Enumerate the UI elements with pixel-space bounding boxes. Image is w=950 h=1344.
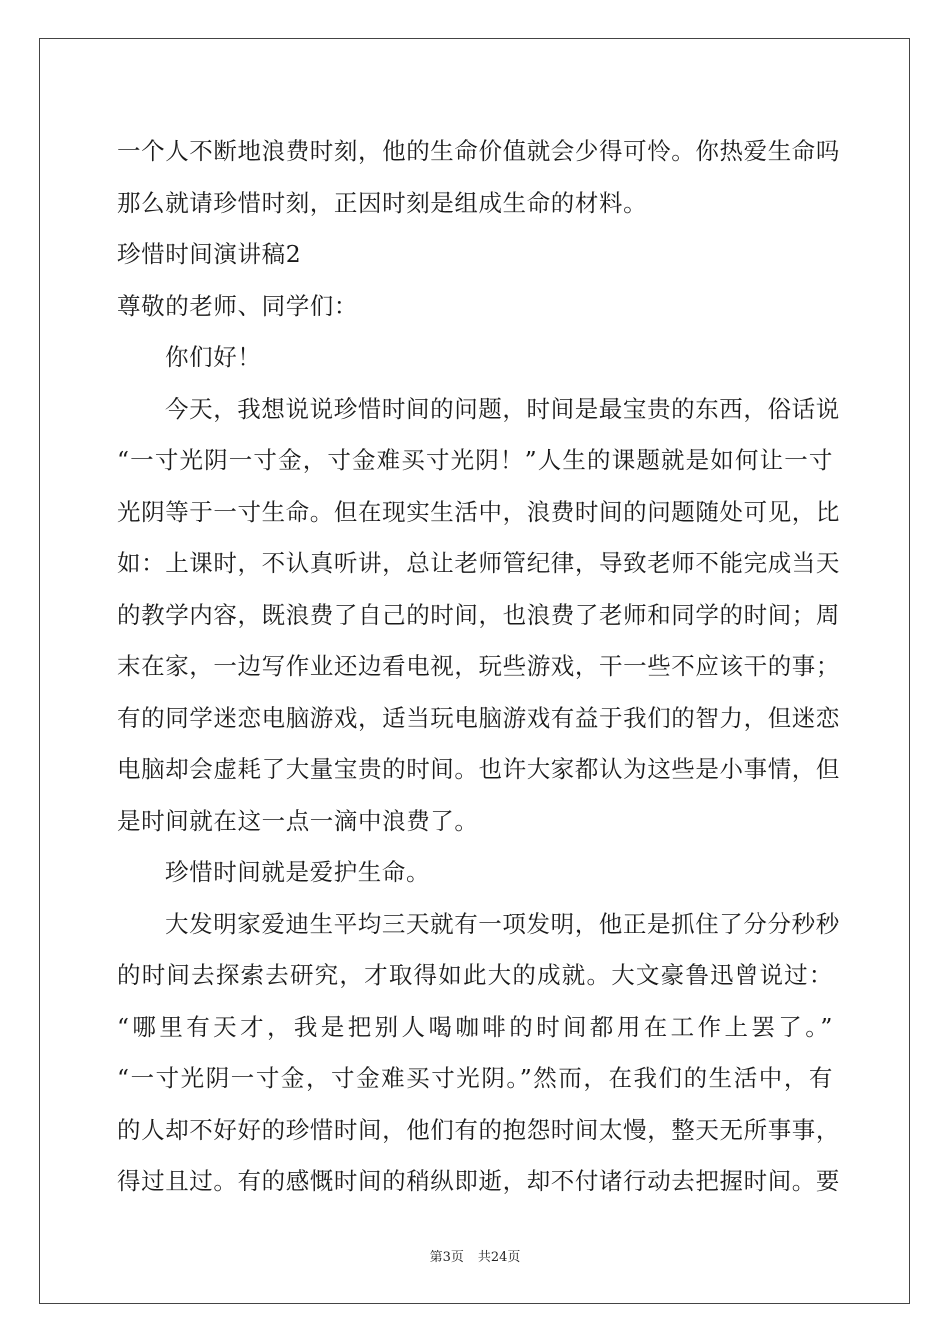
- text-line: 大发明家爱迪生平均三天就有一项发明，他正是抓住了分分秒秒: [165, 909, 840, 938]
- text-line: “一寸光阴一寸金，寸金难买寸光阴。”然而，在我们的生活中，有: [117, 1064, 833, 1092]
- text-line: 是时间就在这一点一滴中浪费了。: [117, 806, 479, 835]
- text-line: “哪里有天才，我是把别人喝咖啡的时间都用在工作上罢了。”: [117, 1012, 833, 1041]
- text-line: 有的同学迷恋电脑游戏，适当玩电脑游戏有益于我们的智力，但迷恋: [117, 703, 840, 732]
- text-line: 你们好！: [165, 343, 262, 371]
- text-line: 如：上课时，不认真听讲，总让老师管纪律，导致老师不能完成当天: [117, 549, 840, 577]
- text-line: 的教学内容，既浪费了自己的时间，也浪费了老师和同学的时间；周: [117, 600, 840, 629]
- text-line: 珍惜时间演讲稿2: [117, 240, 302, 268]
- text-line: 的时间去探索去研究，才取得如此大的成就。大文豪鲁迅曾说过：: [117, 961, 833, 989]
- text-line: 那么就请珍惜时刻，正因时刻是组成生命的材料。: [117, 188, 648, 217]
- page-total: 共24页: [477, 1250, 521, 1265]
- text-line: 的人却不好好的珍惜时间，他们有的抱怨时间太慢，整天无所事事，: [117, 1115, 840, 1144]
- text-line: 末在家，一边写作业还边看电视，玩些游戏，干一些不应该干的事；: [117, 652, 840, 680]
- text-line: 电脑却会虚耗了大量宝贵的时间。也许大家都认为这些是小事情，但: [117, 755, 840, 783]
- text-line: 珍惜时间就是爱护生命。: [165, 858, 431, 886]
- page-number: 第3页: [429, 1250, 464, 1265]
- text-line: 今天，我想说说珍惜时间的问题，时间是最宝贵的东西，俗话说: [165, 394, 840, 423]
- text-line: “一寸光阴一寸金，寸金难买寸光阴！”人生的课题就是如何让一寸: [117, 446, 833, 474]
- text-line: 光阴等于一寸生命。但在现实生活中，浪费时间的问题随处可见，比: [117, 497, 840, 526]
- text-line: 尊敬的老师、同学们：: [117, 291, 358, 320]
- text-line: 一个人不断地浪费时刻，他的生命价值就会少得可怜。你热爱生命吗: [117, 137, 840, 165]
- page-footer: [0, 1246, 950, 1265]
- text-line: 得过且过。有的感慨时间的稍纵即逝，却不付诸行动去把握时间。要: [117, 1167, 840, 1195]
- document-body: [117, 126, 840, 1208]
